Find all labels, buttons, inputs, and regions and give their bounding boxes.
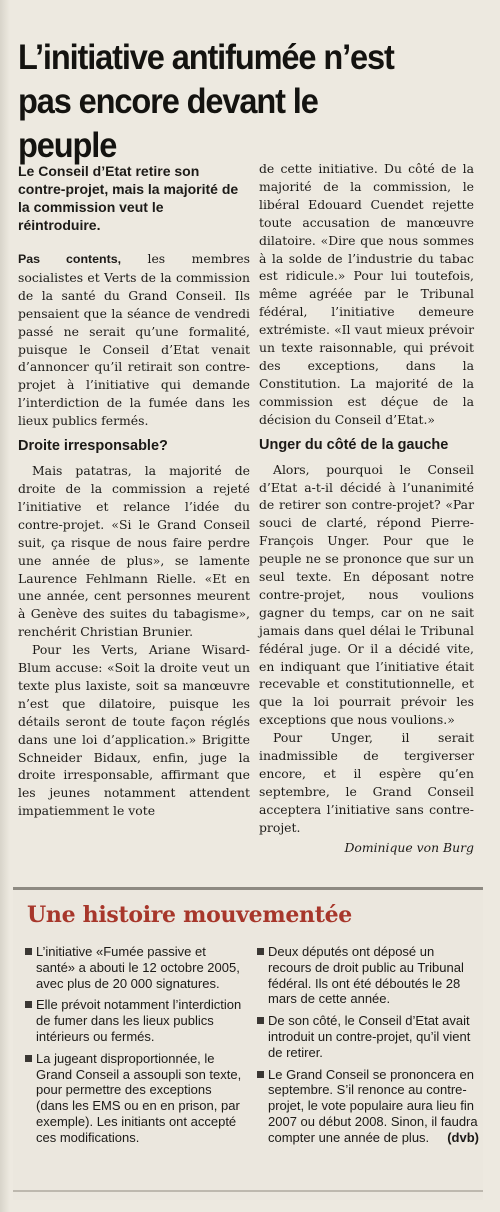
box-title: Une histoire mouvementée xyxy=(27,902,352,928)
subheading-droite: Droite irresponsable? xyxy=(18,438,168,455)
paragraph xyxy=(18,250,250,430)
sidebar-box xyxy=(13,887,483,1200)
box-bullet: De son côté, le Conseil d’Etat avait introduit un contre-projet, qu’il vient de retirer. xyxy=(257,1013,479,1060)
box-bullet: Elle prévoit notamment l’interdiction de fumer dans les lieux publics intérieurs ou fermés. xyxy=(25,997,243,1044)
square-bullet-icon xyxy=(25,948,32,955)
subheading-unger: Unger du côté de la gauche xyxy=(259,436,449,453)
paragraph: de cette initiative. Du côté de la majorité de la commission, le libéral Edouard Cuendet rejette toute accusation de manœuvre dilatoire. «Dire que nous sommes à la solde de l’industrie du tabac est ridicule.» Pour lui toutefois, même agréée par le Tribunal fédéral, l’initiative demeure extrémiste. «Il vaut mieux prévoir un texte raisonnable, qui prévoit des exceptions, dans la Constitution. La majorité de la commission est déçue de la décision du Conseil d’Etat.» xyxy=(259,161,474,427)
paragraph-lead: Pas contents, xyxy=(18,252,122,266)
paragraph: Pour les Verts, Ariane Wisard-Blum accuse: «Soit la droite veut un texte plus laxiste, soit sa manœuvre n’est que dilatoire, puisque les détails seront de toute façon réglés dans une loi d’application.» Brigitte Schneider Bidaux, enfin, juge la droite irresponsable, affirmant que les jeunes notamment attendent impatiemment le vote xyxy=(18,642,250,819)
lede: Le Conseil d’Etat retire son contre-projet, mais la majorité de la commission veut le réintroduire. xyxy=(18,163,239,233)
paragraph-text: les membres socialistes et Verts de la commission de la santé du Grand Conseil. Ils pensaient que la séance de vendredi passé ne serait qu’une formalité, puisque le Conseil d’Etat venait d’annoncer qu’il retirait son contre-projet à l’initiative qui demande l’interdiction de la fumée dans les lieux publics fermés. xyxy=(18,251,250,429)
byline: Dominique von Burg xyxy=(344,839,474,855)
square-bullet-icon xyxy=(257,1071,264,1078)
box-column-left xyxy=(25,944,243,1152)
square-bullet-icon xyxy=(257,948,264,955)
paragraph: Mais patatras, la majorité de droite de la commission a rejeté l’initiative et relance l’idée du contre-projet. «Si le Grand Conseil suit, ça risque de nous faire perdre une année de plus», se lamente Laurence Fehlmann Rielle. «Et en une année, cent personnes meurent à Genève des suites du tabagisme», renchérit Christian Brunier. xyxy=(18,463,250,640)
article-column-2 xyxy=(259,160,474,857)
box-bullet: La jugeant disproportionnée, le Grand Conseil a assoupli son texte, pour permettre des exceptions (dans les EMS ou en en prison, par exemple). Les initiants ont accepté ces modifications. xyxy=(25,1051,243,1146)
page-edge xyxy=(0,0,10,1212)
box-bullet: Deux députés ont déposé un recours de droit public au Tribunal fédéral. Ils ont été déboutés le 28 mars de cette année. xyxy=(257,944,479,1007)
headline: L’initiative antifumée n’est pas encore devant le peuple xyxy=(18,38,394,165)
box-signature: (dvb) xyxy=(447,1129,479,1145)
paragraph: Alors, pourquoi le Conseil d’Etat a-t-il décidé à l’unanimité de retirer son contre-projet? «Par souci de clarté, répond Pierre-François Unger. Pour que le peuple ne se prononce que sur un seul texte. En déposant notre contre-projet, nous voulions gagner du temps, car on ne sait jamais dans quel délai le Tribunal fédéral juge. Or il a décidé vite, en indiquant que l’initiative était recevable et constitutionnelle, et que la loi pourrait prévoir les exceptions que nous voulions.» xyxy=(259,461,474,728)
paragraph: Pour Unger, il serait inadmissible de tergiverser encore, et il espère qu’en septembre, le Grand Conseil acceptera l’initiative sans contre-projet. xyxy=(259,730,474,835)
box-bottom-rule xyxy=(13,1190,483,1192)
box-bullet: L’initiative «Fumée passive et santé» a abouti le 12 octobre 2005, avec plus de 20 000 signatures. xyxy=(25,944,243,991)
square-bullet-icon xyxy=(25,1001,32,1008)
box-column-right xyxy=(257,944,479,1152)
box-bullet: Le Grand Conseil se prononcera en septembre. S’il renonce au contre-projet, le vote populaire aura lieu fin 2007 ou début 2008. Sinon, il faudra compter une année de plus. (dvb) xyxy=(257,1067,479,1146)
article-column-1 xyxy=(18,250,250,820)
square-bullet-icon xyxy=(25,1055,32,1062)
square-bullet-icon xyxy=(257,1017,264,1024)
